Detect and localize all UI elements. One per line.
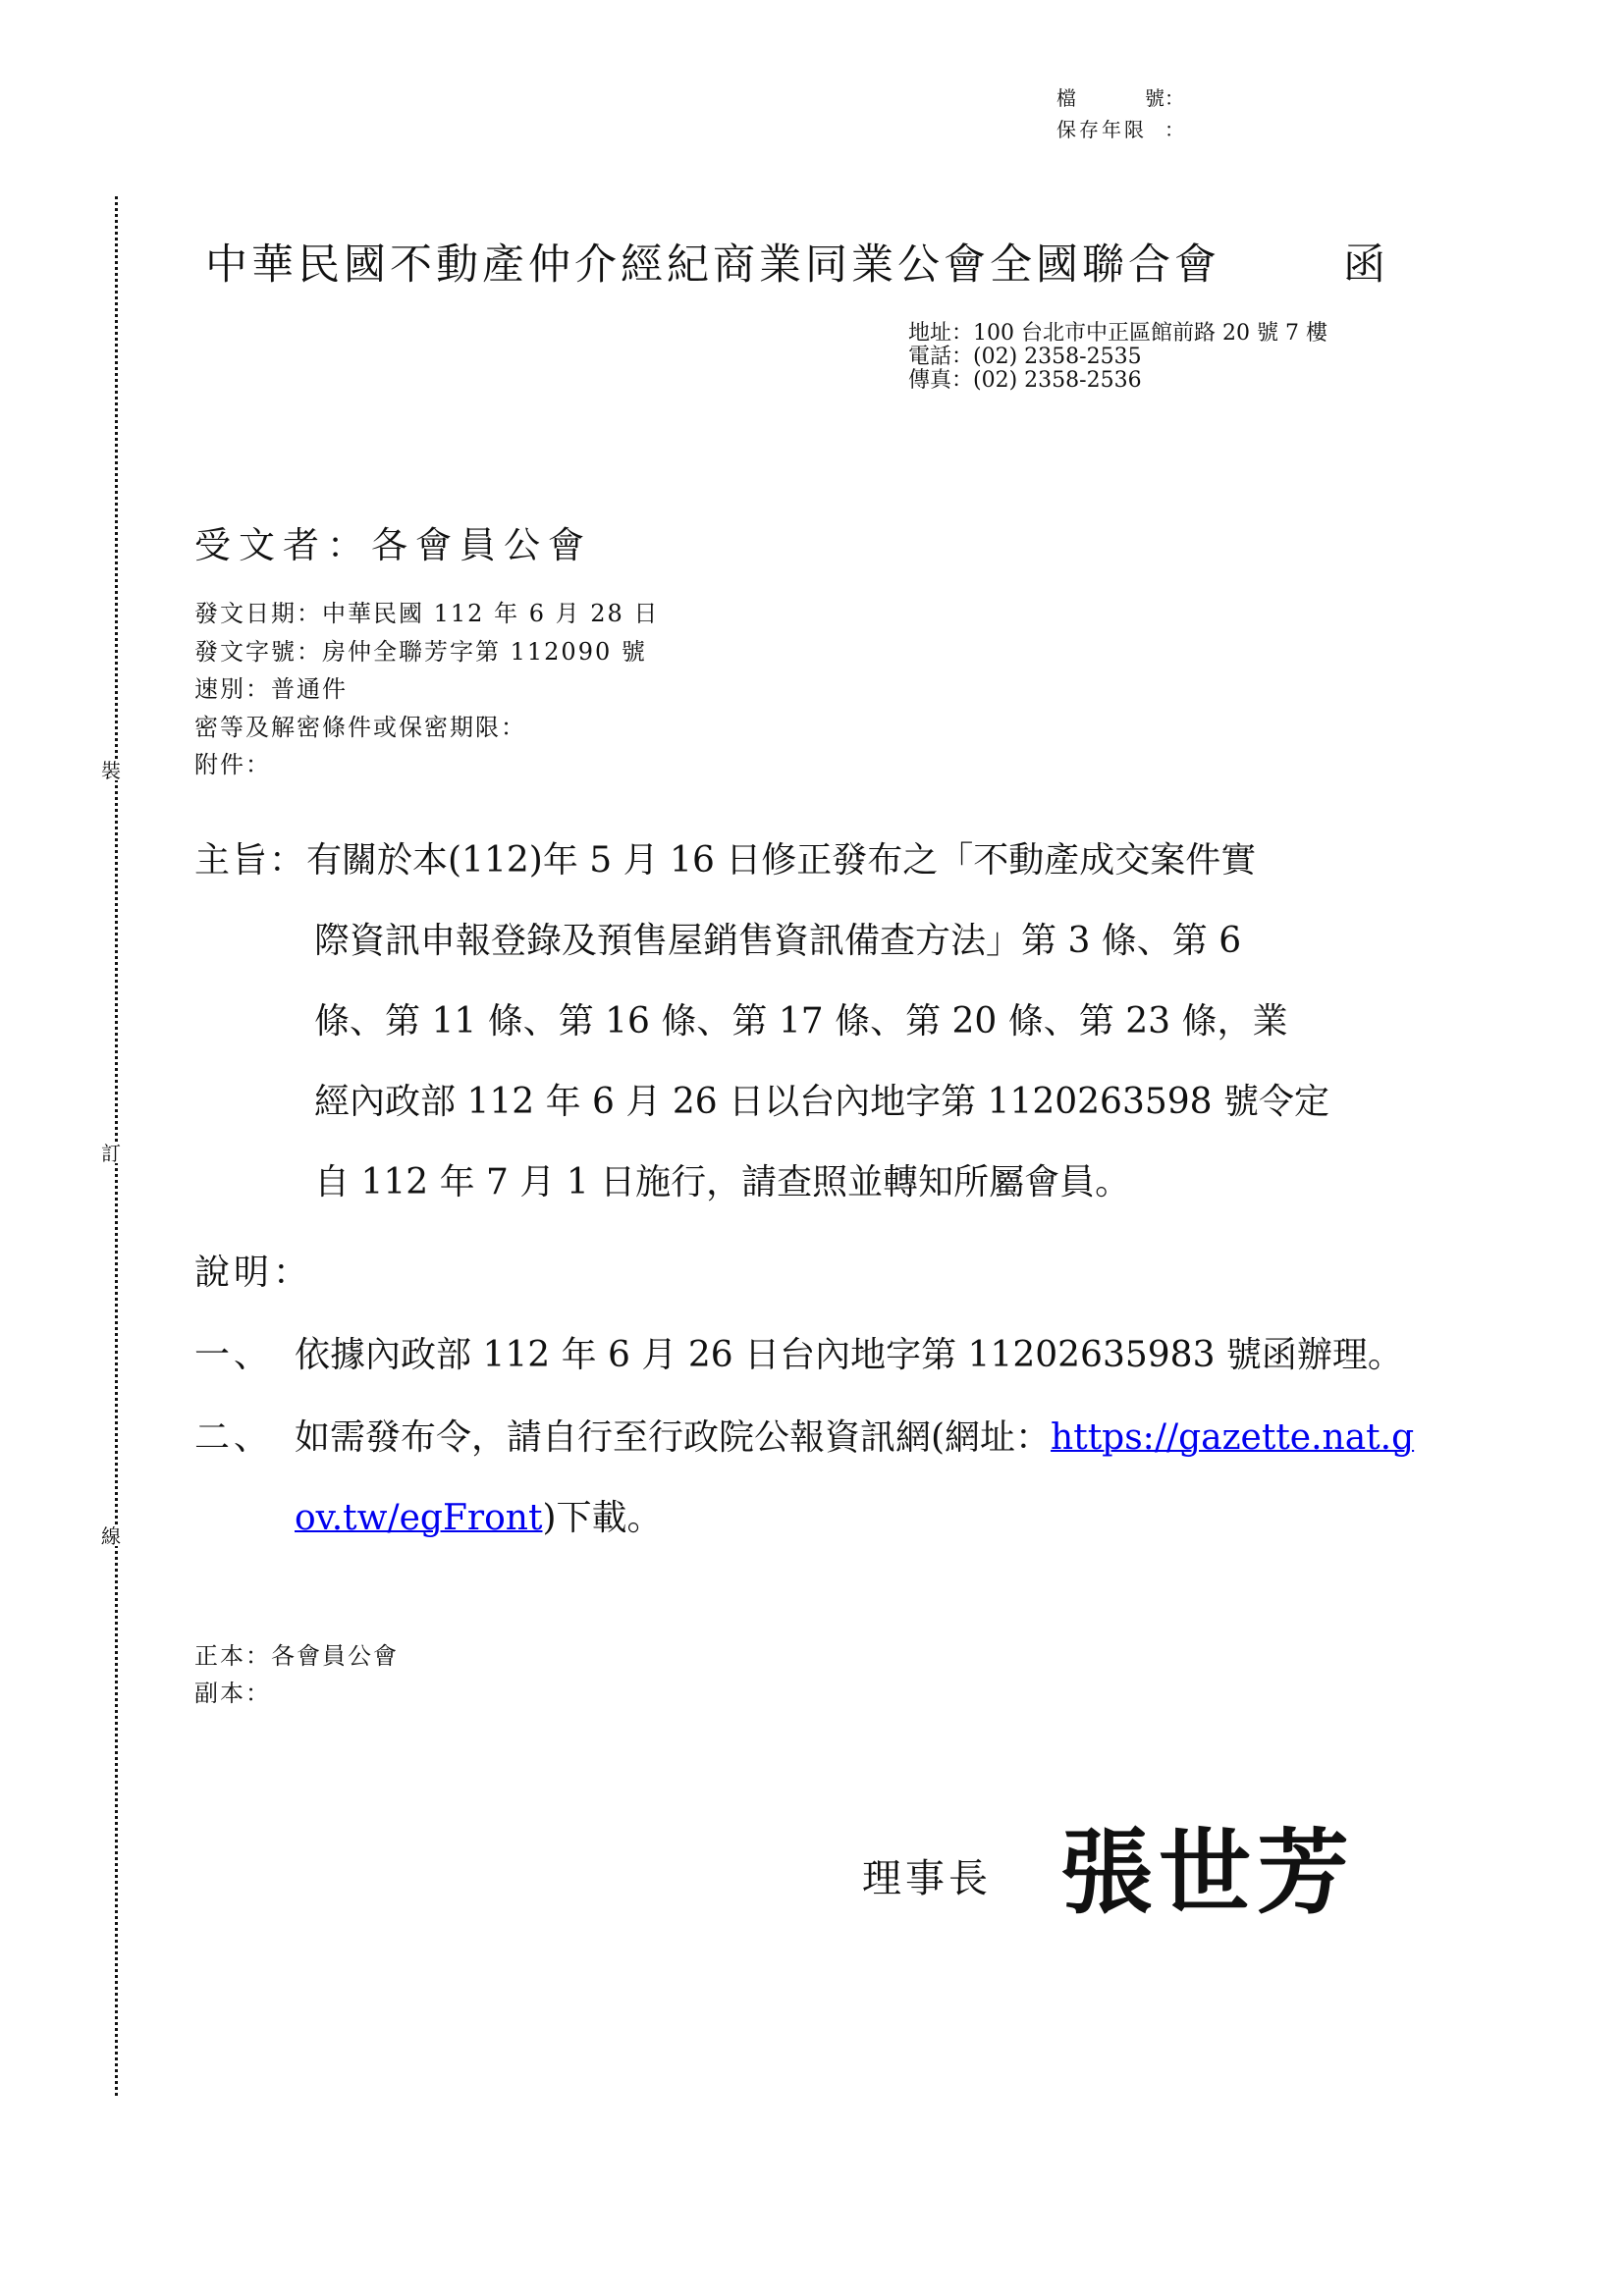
file-number-label (1056, 82, 1164, 114)
copy-recipients: 副本： (194, 1680, 271, 1707)
binding-mark-zhuang: 裝 (101, 759, 121, 782)
file-info (1056, 82, 1184, 145)
security-level: 密等及解密條件或保密期限： (194, 713, 526, 741)
item-text-after: )下載。 (542, 1498, 663, 1538)
document-meta (194, 595, 659, 784)
original-recipients: 正本：各會員公會 (194, 1642, 399, 1670)
file-number-row (1056, 82, 1184, 114)
explanation-item-1 (194, 1327, 1403, 1377)
recipient-label: 受文者： (194, 524, 371, 566)
address: 地址：100 台北市中正區館前路 20 號 7 樓 (908, 321, 1327, 346)
subject-line-4: 經內政部 112 年 6 月 26 日以台內地字第 1120263598 號令定 (314, 1082, 1330, 1122)
file-number-label-right: 號 (1145, 86, 1164, 110)
issue-date: 發文日期：中華民國 112 年 6 月 28 日 (194, 600, 660, 627)
gazette-link[interactable]: https://gazette.nat.g (1051, 1417, 1415, 1458)
retention-label: 保存年限 (1056, 118, 1147, 141)
subject-text: 有關於本(112)年 5 月 16 日修正發布之「不動產成交案件實 (306, 840, 1257, 881)
organization-name: 中華民國不動產仲介經紀商業同業公會全國聯合會 (205, 240, 1220, 290)
binding-mark-xian: 線 (101, 1524, 121, 1548)
subject-line-2: 際資訊申報登錄及預售屋銷售資訊備查方法」第 3 條、第 6 (314, 921, 1242, 961)
attachments: 附件： (194, 751, 271, 778)
subject-line-1 (194, 832, 1256, 882)
signatory-name: 張世芳 (1060, 1819, 1356, 1927)
explanation-label: 說明： (194, 1253, 313, 1293)
retention-colon: ： (1164, 118, 1184, 141)
reference-number: 發文字號：房仲全聯芳字第 112090 號 (194, 637, 647, 666)
explanation-item-2-cont (295, 1490, 663, 1540)
speed-category: 速別：普通件 (194, 675, 348, 703)
item-text: 依據內政部 112 年 6 月 26 日台內地字第 11202635983 號函辦理。 (295, 1335, 1403, 1375)
recipient-value: 各會員公會 (371, 524, 592, 566)
distribution (194, 1637, 399, 1712)
explanation-item-2 (194, 1410, 1414, 1460)
subject-line-5: 自 112 年 7 月 1 日施行，請查照並轉知所屬會員。 (314, 1162, 1131, 1202)
item-number: 二、 (194, 1417, 274, 1458)
file-number-label-left: 檔 (1056, 86, 1076, 110)
phone: 電話：(02) 2358-2535 (908, 345, 1142, 369)
fax: 傳真：(02) 2358-2536 (908, 368, 1142, 393)
subject-line-3: 條、第 11 條、第 16 條、第 17 條、第 20 條、第 23 條，業 (314, 1001, 1288, 1041)
gazette-link-cont[interactable]: ov.tw/egFront (295, 1498, 543, 1538)
document-type: 函 (1343, 240, 1385, 290)
file-number-colon: ： (1164, 86, 1184, 110)
signatory-title: 理事長 (862, 1856, 992, 1901)
retention-row (1056, 114, 1184, 145)
item-number: 一、 (194, 1335, 274, 1375)
binding-mark-ding: 訂 (101, 1142, 121, 1165)
recipient (194, 515, 592, 568)
contact-info (908, 322, 1327, 393)
subject-label: 主旨： (194, 840, 307, 881)
item-text: 如需發布令，請自行至行政院公報資訊網(網址： (295, 1417, 1052, 1458)
